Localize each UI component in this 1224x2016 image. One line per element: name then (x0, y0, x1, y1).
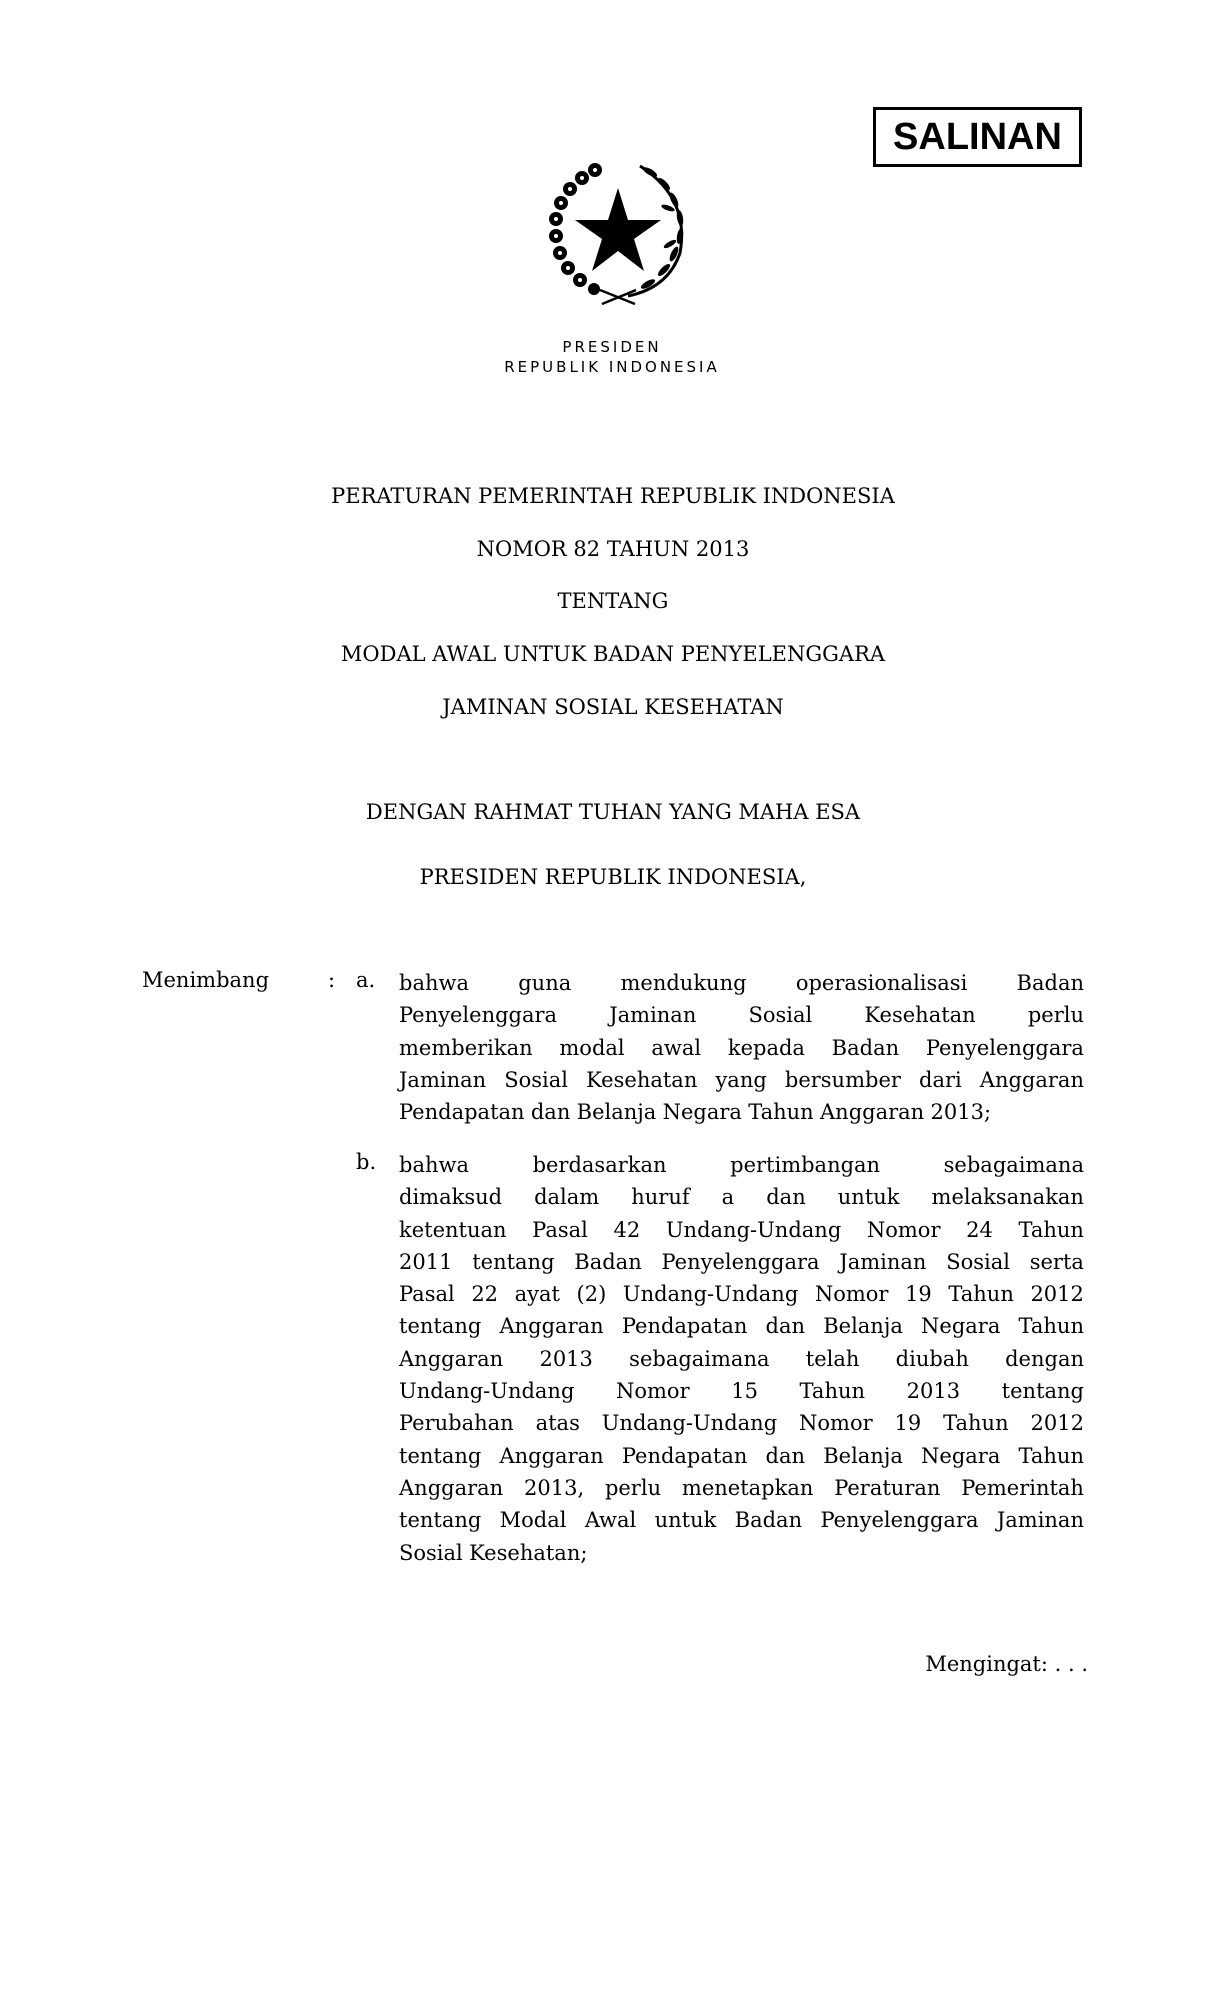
menimbang-item-a (399, 967, 1084, 1128)
word: Badan (831, 1035, 900, 1060)
word: Sosial (504, 1067, 568, 1092)
star-icon (575, 188, 661, 271)
word: Sosial (399, 1540, 463, 1565)
text-line (399, 967, 1084, 999)
word: Anggaran (820, 1100, 925, 1125)
text-line (399, 1278, 1084, 1310)
word: dimaksud (399, 1185, 503, 1210)
word: Pendapatan (621, 1314, 748, 1339)
word: Anggaran (979, 1067, 1084, 1092)
word: Badan (734, 1508, 803, 1533)
word: mendukung (620, 971, 747, 995)
word: Jaminan (399, 1067, 487, 1092)
word: Anggaran (499, 1443, 604, 1468)
word: Undang-Undang (665, 1217, 842, 1242)
word: Tahun (943, 1411, 1009, 1436)
word: Kesehatan (586, 1067, 698, 1092)
word: Awal (584, 1508, 637, 1533)
word: Tahun (1018, 1443, 1084, 1468)
word: Tahun (1018, 1314, 1084, 1339)
word: ketentuan (399, 1217, 507, 1242)
word: 42 (613, 1217, 641, 1242)
text-line (399, 1440, 1084, 1472)
word: Negara (921, 1443, 1001, 1468)
word: tentang (399, 1314, 482, 1339)
word: Pendapatan (399, 1100, 525, 1125)
word: serta (1029, 1249, 1084, 1274)
word: Undang-Undang (622, 1282, 799, 1307)
word: kepada (727, 1035, 805, 1060)
word: Sosial (748, 1003, 813, 1028)
word: Nomor (799, 1411, 873, 1436)
word: untuk (837, 1185, 900, 1210)
title-subject-2: JAMINAN SOSIAL KESEHATAN (442, 695, 784, 719)
word: perlu (604, 1475, 662, 1500)
word: Anggaran (399, 1346, 504, 1371)
word: huruf (631, 1185, 690, 1210)
word: 2012 (1030, 1282, 1084, 1307)
word: Anggaran (499, 1314, 604, 1339)
word: Kesehatan; (469, 1540, 588, 1565)
word: 22 (471, 1282, 499, 1307)
preamble-president: PRESIDEN REPUBLIK INDONESIA, (419, 865, 807, 889)
word: Tahun (1018, 1217, 1084, 1242)
word: 15 (731, 1379, 758, 1404)
word: bahwa (399, 971, 469, 995)
word: Badan (1016, 971, 1084, 995)
word: Perubahan (399, 1411, 514, 1436)
item-a-marker: a. (356, 968, 376, 992)
word: sebagaimana (629, 1346, 770, 1371)
word: awal (651, 1035, 702, 1060)
word: Penyelenggara (399, 1003, 558, 1028)
word: (2) (576, 1282, 607, 1307)
text-line (399, 1310, 1084, 1342)
letterhead-president: PRESIDEN (562, 338, 662, 356)
word: a (721, 1185, 735, 1210)
word: dan (765, 1314, 806, 1339)
presidential-emblem-icon (540, 158, 696, 306)
word: 2012 (1030, 1411, 1084, 1436)
word: Undang-Undang (399, 1379, 575, 1404)
menimbang-colon: : (328, 968, 336, 992)
word: 24 (966, 1217, 993, 1242)
word: Negara (921, 1314, 1001, 1339)
word: 2013 (906, 1379, 961, 1404)
word: Pasal (532, 1217, 588, 1242)
text-line (399, 1064, 1084, 1096)
word: modal (559, 1035, 625, 1060)
word: tentang (399, 1508, 482, 1533)
word: Belanja (823, 1443, 903, 1468)
word: operasionalisasi (795, 971, 968, 995)
word: Modal (499, 1508, 567, 1533)
word: Tahun (799, 1379, 866, 1404)
word: tentang (399, 1443, 482, 1468)
word: berdasarkan (532, 1153, 667, 1177)
word: tentang (472, 1249, 555, 1274)
word: Undang-Undang (601, 1411, 778, 1436)
word: Badan (574, 1249, 642, 1274)
word: Penyelenggara (820, 1508, 979, 1533)
menimbang-item-b (399, 1149, 1084, 1569)
word: Peraturan (834, 1475, 941, 1500)
word: dalam (534, 1185, 600, 1210)
word: yang (715, 1067, 767, 1092)
word: 2013, (524, 1475, 585, 1500)
word: 19 (905, 1282, 932, 1307)
word: diubah (895, 1346, 969, 1371)
word: guna (518, 971, 572, 995)
text-line (399, 1343, 1084, 1375)
word: tentang (1001, 1379, 1084, 1404)
word: Penyelenggara (925, 1035, 1084, 1060)
item-b-marker: b. (356, 1150, 377, 1174)
continuation-mengingat: Mengingat: . . . (925, 1652, 1088, 1676)
word: Tahun (948, 1282, 1014, 1307)
word: Belanja (823, 1314, 903, 1339)
word: Penyelenggara (661, 1249, 820, 1274)
word: dan (766, 1185, 806, 1210)
word: dan (530, 1100, 571, 1125)
text-line (399, 1504, 1084, 1536)
word: memberikan (399, 1035, 533, 1060)
word: bersumber (784, 1067, 901, 1092)
word: dengan (1005, 1346, 1084, 1371)
word: melaksanakan (931, 1185, 1084, 1210)
word: Kesehatan (864, 1003, 976, 1028)
word: 2013 (539, 1346, 593, 1371)
letterhead-republic: REPUBLIK INDONESIA (504, 358, 720, 376)
word: perlu (1027, 1003, 1084, 1028)
title-about: TENTANG (557, 589, 669, 613)
word: menetapkan (681, 1475, 814, 1500)
word: Pemerintah (961, 1475, 1084, 1500)
text-line (399, 1181, 1084, 1213)
word: untuk (654, 1508, 717, 1533)
word: 19 (894, 1411, 922, 1436)
word: 2011 (399, 1249, 453, 1274)
word: Nomor (616, 1379, 690, 1404)
word: Tahun (748, 1100, 814, 1125)
word: Jaminan (839, 1249, 927, 1274)
word: pertimbangan (730, 1153, 881, 1177)
word: Jaminan (996, 1508, 1084, 1533)
word: Sosial (946, 1249, 1010, 1274)
word: Anggaran (399, 1475, 504, 1500)
text-line (399, 1032, 1084, 1064)
word: Nomor (814, 1282, 889, 1307)
word: Pendapatan (621, 1443, 748, 1468)
text-line (399, 999, 1084, 1031)
title-regulation: PERATURAN PEMERINTAH REPUBLIK INDONESIA (331, 484, 895, 508)
text-line (399, 1537, 1084, 1569)
word: bahwa (399, 1153, 469, 1177)
word: telah (805, 1346, 860, 1371)
text-line (399, 1149, 1084, 1181)
text-line (399, 1214, 1084, 1246)
preamble-grace: DENGAN RAHMAT TUHAN YANG MAHA ESA (365, 800, 861, 824)
text-line (399, 1472, 1084, 1504)
word: Belanja (576, 1100, 657, 1125)
word: atas (535, 1411, 580, 1436)
word: Jaminan (609, 1003, 697, 1028)
word: Pasal (399, 1282, 455, 1307)
word: Negara (662, 1100, 742, 1125)
word: 2013; (930, 1100, 992, 1125)
text-line (399, 1246, 1084, 1278)
word: dari (919, 1067, 962, 1092)
menimbang-label: Menimbang (142, 968, 270, 992)
word: Nomor (866, 1217, 941, 1242)
word: ayat (514, 1282, 560, 1307)
text-line (399, 1375, 1084, 1407)
word: dan (765, 1443, 806, 1468)
salinan-stamp: SALINAN (873, 107, 1082, 167)
text-line (399, 1407, 1084, 1439)
text-line (399, 1096, 1084, 1128)
word: sebagaimana (943, 1153, 1084, 1177)
title-number: NOMOR 82 TAHUN 2013 (476, 537, 750, 561)
title-subject-1: MODAL AWAL UNTUK BADAN PENYELENGGARA (340, 642, 886, 666)
